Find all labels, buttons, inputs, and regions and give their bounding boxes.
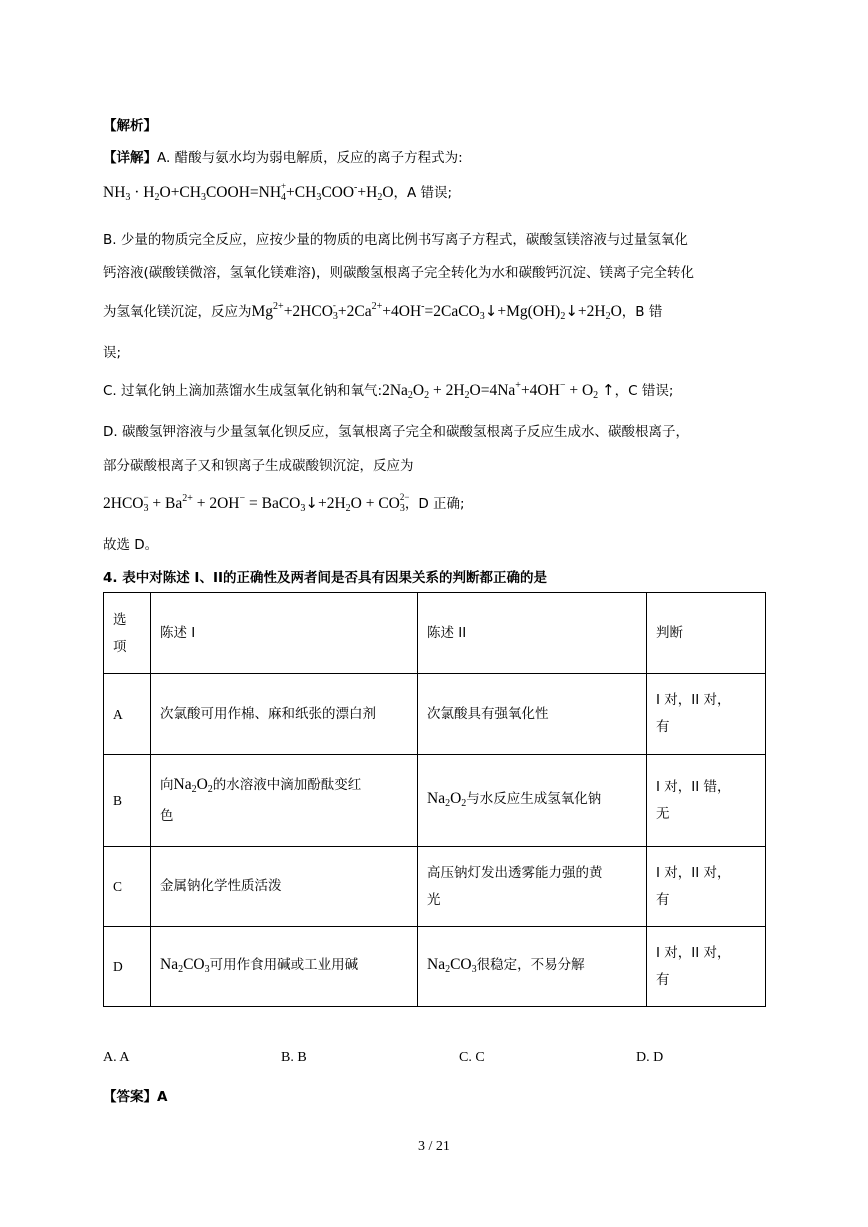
detail-text: A. 醋酸与氨水均为弱电解质，反应的离子方程式为: [157, 150, 463, 166]
table-header-row [104, 593, 766, 674]
equation-a-line [103, 181, 452, 203]
answer: 【答案】A [103, 1089, 168, 1105]
row-c-statement-2-line2: 光 [427, 891, 441, 908]
header-judgement: 判断 [647, 593, 766, 674]
equation-a-suffix: ，A 错误; [393, 185, 453, 201]
row-b-statement-1-line1 [160, 771, 408, 803]
para-c-prefix: C. 过氧化钠上滴加蒸馏水生成氢氧化钠和氧气: [103, 383, 383, 399]
table-row [104, 674, 766, 755]
conclusion: 故选 D。 [103, 537, 159, 553]
row-d-statement-2 [418, 927, 647, 1007]
row-a-statement-1: 次氯酸可用作棉、麻和纸张的漂白剂 [151, 674, 418, 755]
analysis-heading: 【解析】 [103, 118, 157, 134]
table-row [104, 927, 766, 1007]
row-c-judgement [647, 847, 766, 927]
formula-na2o2: $Na_2O_2$ [427, 789, 467, 809]
row-a-judgement-line2: 有 [656, 719, 670, 735]
row-b-option: B [104, 755, 151, 847]
option-b[interactable]: B. B [281, 1050, 307, 1065]
header-option-char1: 选 [113, 612, 127, 627]
formula-na2co3: $Na_2CO_3$ [427, 955, 477, 975]
row-c-statement-1: 金属钠化学性质活泼 [151, 847, 418, 927]
para-b-line3-suffix: ，B 错 [621, 304, 663, 320]
para-b-line2: 钙溶液(碳酸镁微溶，氢氧化镁难溶)，则碳酸氢根离子完全转化为水和碳酸钙沉淀、镁离子完全转化 [103, 265, 695, 281]
equation-d-suffix: ，D 正确; [404, 496, 465, 512]
para-b-line1: B. 少量的物质完全反应，应按少量的物质的电离比例书写离子方程式，碳酸氢镁溶液与过量氢氧化 [103, 232, 688, 248]
para-c [103, 379, 673, 401]
row-a-statement-2: 次氯酸具有强氧化性 [418, 674, 647, 755]
table-row [104, 847, 766, 927]
equation-c: $2Na_2O_2 + 2H_2O=4Na^++4OH^- + O_2$ ↑ [382, 380, 615, 401]
detail-paragraph [103, 146, 463, 166]
equation-a: $NH_3$ · $H_2O+CH_3COOH=NH$ $_{+ 4}+CH_3COO^-+H_2O$ [103, 181, 394, 203]
row-b-judgement-line2: 无 [656, 805, 670, 822]
row-b-statement-1-line2: 色 [160, 808, 174, 824]
header-statement-1: 陈述 I [151, 593, 418, 674]
row-c-judgement-line2: 有 [656, 891, 670, 908]
row-d-judgement-line1: I 对，II 对， [656, 944, 731, 961]
para-d-line1: D. 碳酸氢钾溶液与少量氢氧化钡反应，氢氧根离子完全和碳酸氢根离子反应生成水、碳酸根离子， [103, 424, 689, 440]
page-number: 3 / 21 [418, 1139, 450, 1154]
question-table [103, 592, 766, 1007]
option-c[interactable]: C. C [459, 1050, 485, 1065]
row-c-option: C [104, 847, 151, 927]
equation-d-line [103, 492, 465, 514]
para-b-line3 [103, 300, 662, 322]
option-a[interactable]: A. A [103, 1050, 130, 1065]
row-b-s1-post: 的水溶液中滴加酚酞变红 [212, 777, 362, 793]
formula-na2o2: $Na_2O_2$ [173, 776, 213, 795]
header-option-char2: 项 [113, 639, 127, 654]
row-b-s2-post: 与水反应生成氢氧化钠 [466, 790, 602, 807]
row-a-option: A [104, 674, 151, 755]
detail-label: 【详解】 [103, 150, 157, 166]
header-statement-2: 陈述 II [418, 593, 647, 674]
row-c-statement-2-line1: 高压钠灯发出透雾能力强的黄 [427, 864, 603, 881]
row-d-option: D [104, 927, 151, 1007]
row-b-statement-2 [418, 755, 647, 847]
row-b-judgement [647, 755, 766, 847]
formula-na2co3: $Na_2CO_3$ [160, 955, 210, 975]
option-d[interactable]: D. D [636, 1050, 664, 1065]
row-d-s2-post: 很稳定，不易分解 [476, 956, 585, 973]
row-d-statement-1 [151, 927, 418, 1007]
row-d-judgement [647, 927, 766, 1007]
para-d-line2: 部分碳酸根离子又和钡离子生成碳酸钡沉淀，反应为 [103, 458, 414, 474]
row-b-s1-pre: 向 [160, 777, 174, 793]
row-d-s1-post: 可用作食用碱或工业用碱 [209, 956, 359, 973]
equation-d: 2HCO $_{- 3} + Ba^{2+} + 2OH^-$ = $BaCO_3↓+2H_2O$ + CO $_{2- 3}$ [103, 492, 410, 514]
para-c-suffix: ，C 错误; [614, 383, 674, 399]
row-c-statement-2 [418, 847, 647, 927]
row-c-judgement-line1: I 对，II 对， [656, 864, 731, 881]
row-a-judgement [647, 674, 766, 755]
table-row [104, 755, 766, 847]
equation-b: $Mg^{2+}+2HCO$ $_{- 3}+2Ca^{2+}+4OH^-=2CaCO_3↓+Mg(OH)_2↓+2H_2O$ [251, 300, 622, 322]
header-option [104, 593, 151, 674]
para-b-line3-prefix: 为氢氧化镁沉淀，反应为 [103, 304, 252, 320]
row-d-judgement-line2: 有 [656, 971, 670, 988]
para-b-line4: 误; [103, 345, 122, 361]
row-b-judgement-line1: I 对，II 错， [656, 778, 731, 795]
question-text: 4. 表中对陈述 I、II的正确性及两者间是否具有因果关系的判断都正确的是 [103, 570, 547, 586]
row-a-judgement-line1: I 对，II 对， [656, 692, 731, 708]
row-b-statement-1 [151, 755, 418, 847]
